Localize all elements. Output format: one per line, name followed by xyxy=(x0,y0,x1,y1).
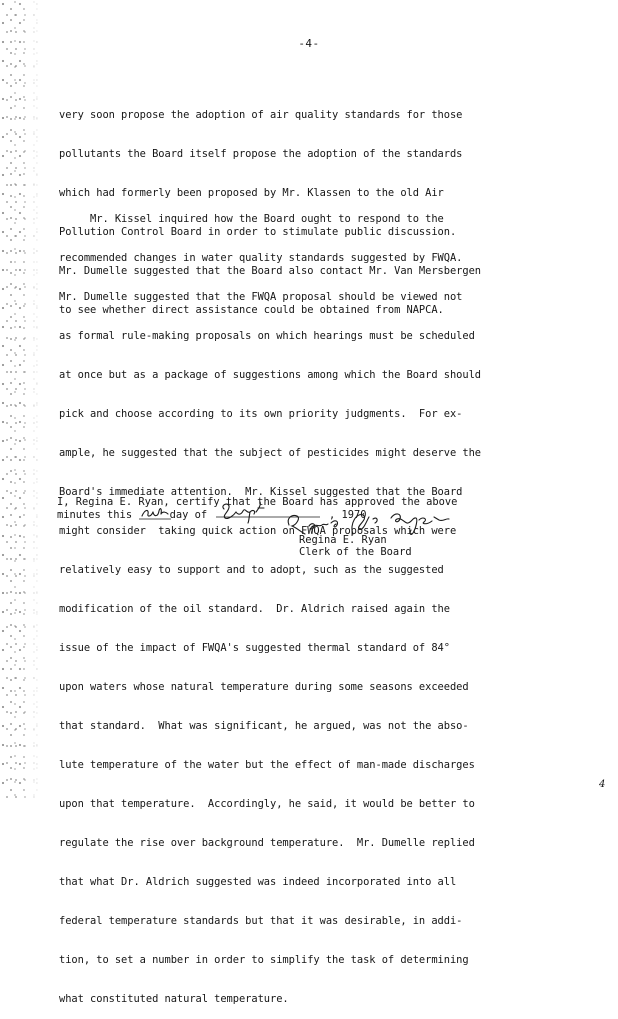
text-line: very soon propose the adoption of air quality standards for those xyxy=(59,109,463,121)
handwritten-day xyxy=(139,505,171,521)
text-line: upon that temperature. Accordingly, he said, it would be better to xyxy=(59,798,475,810)
signer-name: Regina E. Ryan xyxy=(299,534,387,546)
scan-edge-noise xyxy=(0,0,40,800)
text-line: to see whether direct assistance could be obtained from NAPCA. xyxy=(59,304,444,316)
signer-title: Clerk of the Board xyxy=(299,546,412,558)
text-line: issue of the impact of FWQA's suggested thermal standard of 84° xyxy=(59,642,450,654)
text-line: Mr. Kissel inquired how the Board ought to respond to the xyxy=(59,213,444,225)
minutes-paragraph-2 xyxy=(59,187,559,1019)
certification-prefix: minutes this xyxy=(57,509,133,521)
certification-year: , 1970 xyxy=(329,509,367,521)
text-line: that standard. What was significant, he argued, was not the abso- xyxy=(59,720,469,732)
text-line: upon waters whose natural temperature during some seasons exceeded xyxy=(59,681,469,693)
text-line: relatively easy to support and to adopt, such as the suggested xyxy=(59,564,444,576)
text-line: might consider taking quick action on FWQA proposals which were xyxy=(59,525,457,537)
text-line: modification of the oil standard. Dr. Aldrich raised again the xyxy=(59,603,450,615)
text-line: lute temperature of the water but the effect of man-made discharges xyxy=(59,759,475,771)
text-line: Pollution Control Board in order to stimulate public discussion. xyxy=(59,226,457,238)
text-line: pick and choose according to its own priority judgments. For ex- xyxy=(59,408,463,420)
certification-line: I, Regina E. Ryan, certify that the Board has approved the above xyxy=(57,496,458,508)
page-number: -4- xyxy=(298,37,320,50)
corner-mark: 4 xyxy=(599,779,606,790)
text-line: which had formerly been proposed by Mr. Klassen to the old Air xyxy=(59,187,444,199)
text-line: Mr. Dumelle suggested that the Board also contact Mr. Van Mersbergen xyxy=(59,265,481,277)
text-line: regulate the rise over background temperature. Mr. Dumelle replied xyxy=(59,837,475,849)
text-line: recommended changes in water quality standards suggested by FWQA. xyxy=(59,252,463,264)
text-line: at once but as a package of suggestions among which the Board should xyxy=(59,369,481,381)
text-line: Mr. Dumelle suggested that the FWQA proposal should be viewed not xyxy=(59,291,463,303)
text-line: pollutants the Board itself propose the adoption of the standards xyxy=(59,148,463,160)
text-line: what constituted natural temperature. xyxy=(59,993,289,1005)
text-line: ample, he suggested that the subject of pesticides might deserve the xyxy=(59,447,481,459)
text-line: tion, to set a number in order to simplify the task of determining xyxy=(59,954,469,966)
text-line: that what Dr. Aldrich suggested was indeed incorporated into all xyxy=(59,876,457,888)
text-line: Board's immediate attention. Mr. Kissel suggested that the Board xyxy=(59,486,463,498)
certification-day-of: day of xyxy=(169,509,208,521)
certification-date-line xyxy=(57,509,207,521)
text-line: federal temperature standards but that it was desirable, in addi- xyxy=(59,915,463,927)
text-line: as formal rule-making proposals on which hearings must be scheduled xyxy=(59,330,475,342)
